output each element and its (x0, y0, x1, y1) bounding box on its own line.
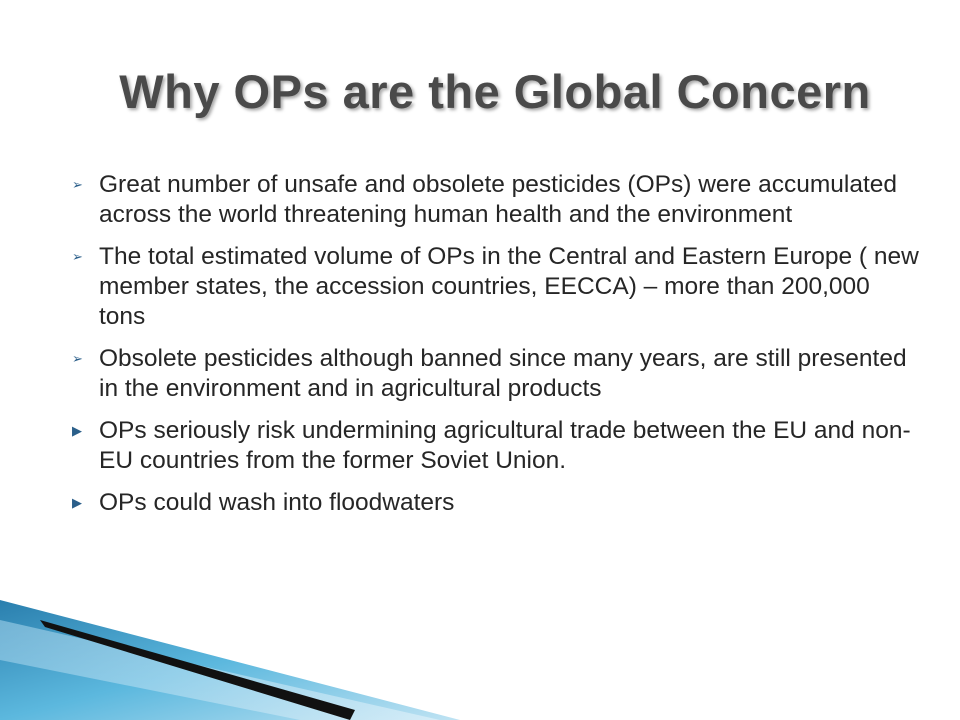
triangle-bullet-icon: ▶ (72, 495, 82, 510)
arrow-bullet-icon: ➢ (72, 177, 83, 192)
bullet-list (72, 170, 922, 530)
decorative-wave-graphic (0, 600, 460, 720)
slide-title: Why OPs are the Global Concern (119, 65, 871, 118)
bullet-item (72, 488, 922, 518)
bullet-item (72, 170, 922, 230)
bullet-text: Great number of unsafe and obsolete pesticides (OPs) were accumulated across the world threatening human health and the environment (99, 171, 898, 228)
arrow-bullet-icon: ➢ (72, 249, 83, 264)
bullet-text: The total estimated volume of OPs in the Central and Eastern Europe ( new member states, the accession countries, EECCA) – more than 200,000 tons (99, 243, 919, 330)
triangle-bullet-icon: ▶ (72, 423, 82, 438)
bullet-item (72, 344, 922, 404)
arrow-bullet-icon: ➢ (72, 351, 83, 366)
bullet-item (72, 416, 922, 476)
bullet-text: OPs seriously risk undermining agricultural trade between the EU and non-EU countries from the former Soviet Union. (99, 417, 911, 474)
bullet-text: Obsolete pesticides although banned since many years, are still presented in the environment and in agricultural products (99, 345, 907, 402)
bullet-text: OPs could wash into floodwaters (99, 489, 455, 516)
bullet-item (72, 242, 922, 332)
